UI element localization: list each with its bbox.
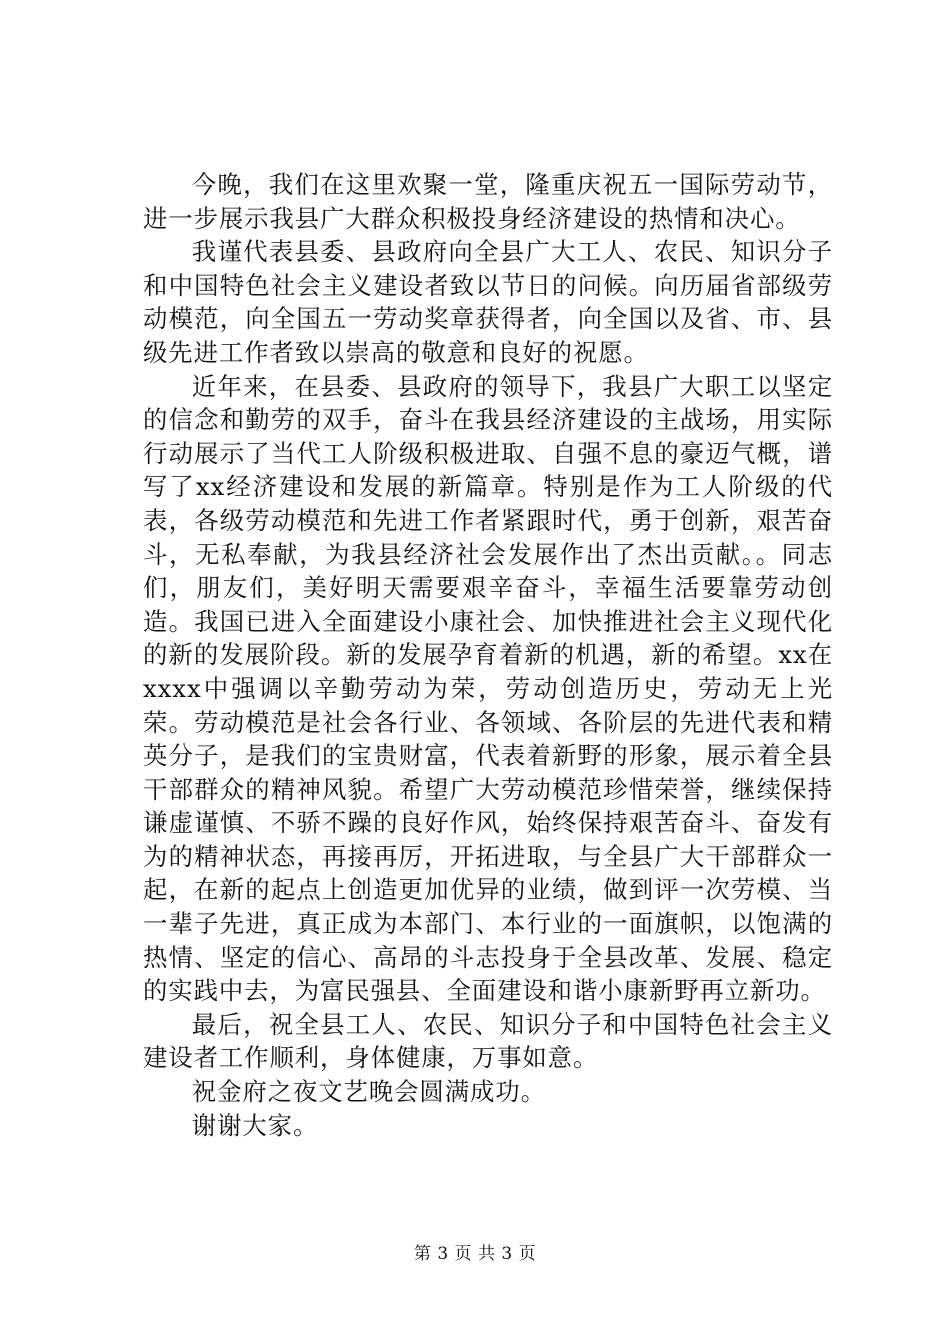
document-body <box>143 168 833 1142</box>
paragraph-gala-wish: 祝金府之夜文艺晚会圆满成功。 <box>191 1077 546 1107</box>
page-footer: 第 3 页 共 3 页 <box>413 1244 537 1264</box>
paragraph-thanks: 谢谢大家。 <box>191 1110 319 1140</box>
paragraph-greetings: 我谨代表县委、县政府向全县广大工人、农民、知识分子和中国特色社会主义建设者致以节日的问候。向历届省部级劳动模范，向全国五一劳动奖章获得者，向全国以及省、市、县级先进工作者致以崇高的敬意和良好的祝愿。 <box>143 237 833 367</box>
paragraph-achievements: 近年来，在县委、县政府的领导下，我县广大职工以坚定的信念和勤劳的双手，奋斗在我县经济建设的主战场，用实际行动展示了当代工人阶级积极进取、自强不息的豪迈气概，谱写了xx经济建设和发展的新篇章。特别是作为工人阶级的代表，各级劳动模范和先进工作者紧跟时代，勇于创新，艰苦奋斗，无私奉献，为我县经济社会发展作出了杰出贡献。。同志们，朋友们，美好明天需要艰辛奋斗，幸福生活要靠劳动创造。我国已进入全面建设小康社会、加快推进社会主义现代化的新的发展阶段。新的发展孕育着新的机遇，新的希望。xx在xxxx中强调以辛勤劳动为荣，劳动创造历史，劳动无上光荣。劳动模范是社会各行业、各领域、各阶层的先进代表和精英分子，是我们的宝贵财富，代表着新野的形象，展示着全县干部群众的精神风貌。希望广大劳动模范珍惜荣誉，继续保持谦虚谨慎、不骄不躁的良好作风，始终保持艰苦奋斗、奋发有为的精神状态，再接再厉，开拓进取，与全县广大干部群众一起，在新的起点上创造更加优异的业绩，做到评一次劳模、当一辈子先进，真正成为本部门、本行业的一面旗帜，以饱满的热情、坚定的信心、高昂的斗志投身于全县改革、发展、稳定的实践中去，为富民强县、全面建设和谐小康新野再立新功。 <box>143 371 833 1006</box>
paragraph-wishes: 最后，祝全县工人、农民、知识分子和中国特色社会主义建设者工作顺利，身体健康，万事如意。 <box>143 1009 833 1073</box>
paragraph-opening: 今晚，我们在这里欢聚一堂，隆重庆祝五一国际劳动节，进一步展示我县广大群众积极投身经济建设的热情和决心。 <box>143 170 833 233</box>
